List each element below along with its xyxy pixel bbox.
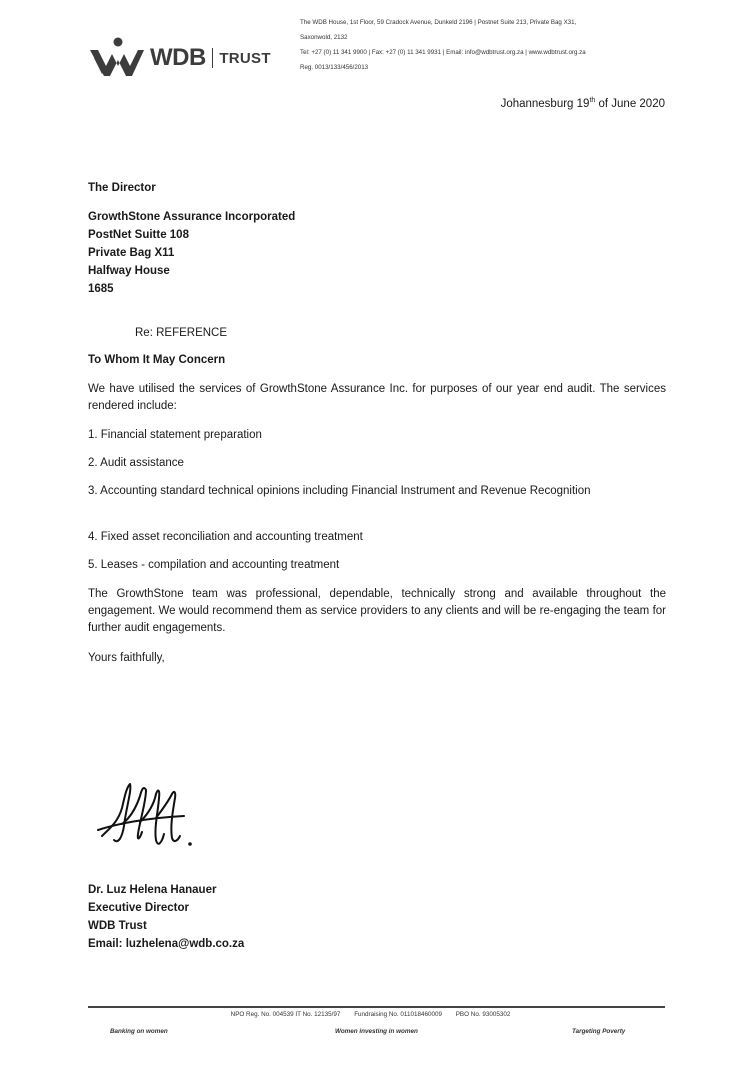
letterhead-contact-info [300,15,720,75]
footer-registration [0,1011,741,1018]
signatory-name: Dr. Luz Helena Hanauer [88,884,217,896]
footer-tag-center: Women investing in women [335,1028,418,1035]
recipient-address-line: Halfway House [88,265,170,277]
date-rest: of June 2020 [595,97,665,110]
recipient-address [88,208,295,298]
footer-pbo: PBO No. 93005302 [455,1011,511,1018]
signatory-email: Email: luzhelena@wdb.co.za [88,938,245,950]
footer-tag-right: Targeting Poverty [572,1028,626,1035]
service-item: 4. Fixed asset reconciliation and accounting treatment [88,531,363,543]
service-item: 1. Financial statement preparation [88,429,262,441]
letterhead-reg-line: Reg. 0013/133/456/2013 [300,64,369,71]
letterhead-contact-line: Tel: +27 (0) 11 341 9900 | Fax: +27 (0) 11 341 9931 | Email: info@wdbtrust.org.za | www.wdbtrust.org.za [300,49,586,56]
footer-divider [88,1006,665,1008]
letterhead-address-line1: The WDB House, 1st Floor, 59 Cradock Avenue, Dunkeld 2196 | Postnet Suite 213, Private Bag X31, [300,19,577,26]
date-prefix: Johannesburg 19 [500,97,590,110]
service-item: 5. Leases - compilation and accounting treatment [88,559,340,571]
service-item: 2. Audit assistance [88,457,184,469]
logo-trust-text: TRUST [219,49,271,67]
footer-npo: NPO Reg. No. 004539 IT No. 12135/97 [230,1011,341,1018]
signatory-title: Executive Director [88,902,189,914]
recipient-address-line: GrowthStone Assurance Incorporated [88,211,296,223]
intro-paragraph: We have utilised the services of GrowthStone Assurance Inc. for purposes of our year end audit. The services rendered include: [88,383,666,412]
salutation: To Whom It May Concern [88,354,226,366]
service-item: 3. Accounting standard technical opinions including Financial Instrument and Revenue Recognition [88,485,591,497]
signatory-block [88,881,244,953]
recipient-address-line: 1685 [88,283,114,295]
letterhead-address-line2: Saxonwold, 2132 [300,34,348,41]
subject-line: Re: REFERENCE [135,327,228,339]
logo-separator [212,48,214,68]
closing-paragraph: The GrowthStone team was professional, dependable, technically strong and available throughout the engagement. We would recommend them as service providers to any clients and will be re-engaging the team for further audit engagements. [88,588,666,634]
letter-date [501,97,665,110]
recipient-address-line: Private Bag X11 [88,247,175,259]
wdb-logo-mark-icon [88,36,146,80]
sign-off: Yours faithfully, [88,652,165,664]
footer-fundraising: Fundraising No. 011018460009 [354,1011,442,1018]
date-ordinal: th [589,97,596,104]
recipient-address-line: PostNet Suitte 108 [88,229,189,241]
wdb-trust-logo [88,36,271,80]
logo-wdb-text: WDB [150,44,206,71]
handwritten-signature [96,778,206,858]
footer-tag-left: Banking on women [110,1028,168,1035]
signatory-org: WDB Trust [88,920,147,932]
recipient-title: The Director [88,182,156,194]
